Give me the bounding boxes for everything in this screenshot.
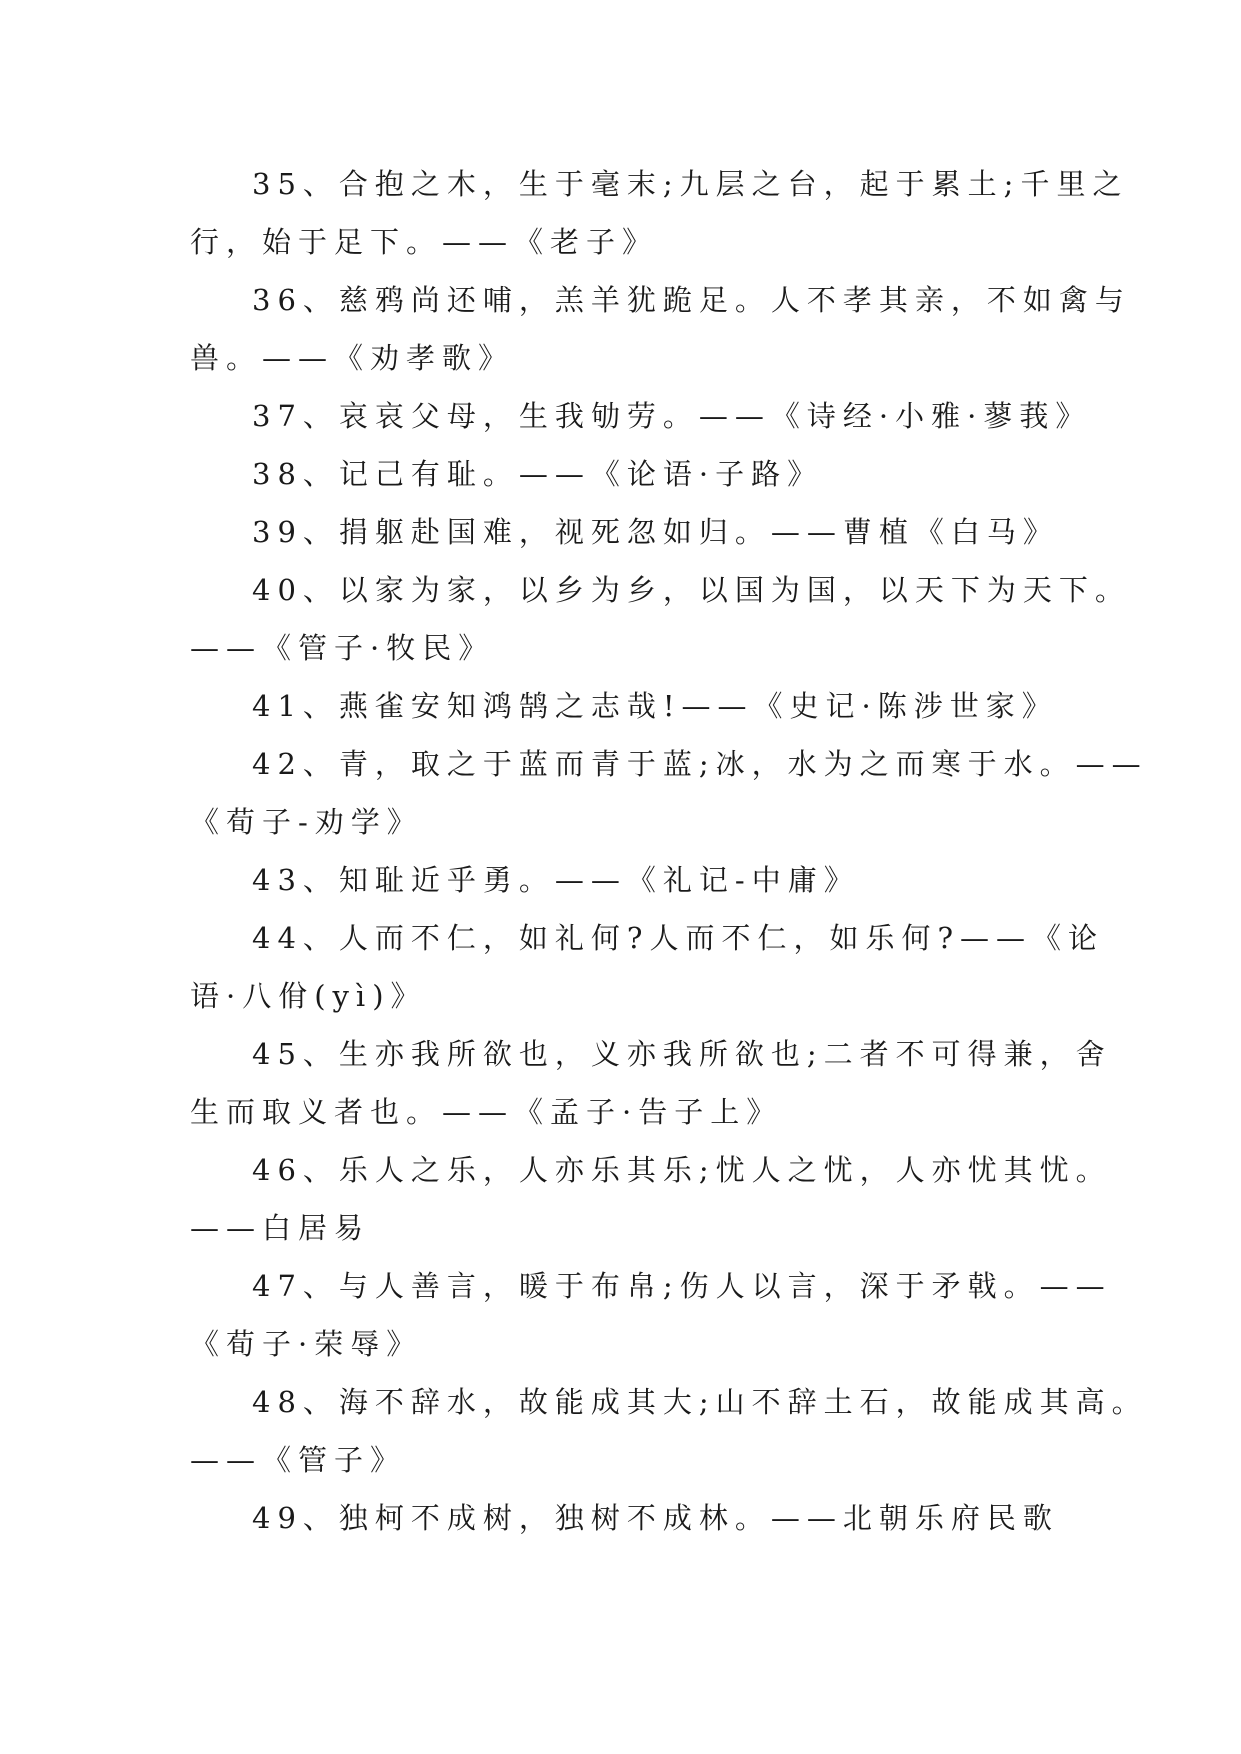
quote-45-line-2: 生而取义者也。——《孟子·告子上》 <box>190 1095 783 1129</box>
quote-48-line-2: ——《管子》 <box>190 1443 407 1477</box>
quote-40-line-1: 40、以家为家，以乡为乡，以国为国，以天下为天下。 <box>252 573 1131 607</box>
quote-43: 43、知耻近乎勇。——《礼记-中庸》 <box>252 863 860 897</box>
quote-38: 38、记己有耻。——《论语·子路》 <box>252 457 824 491</box>
quote-49: 49、独柯不成树，独树不成林。——北朝乐府民歌 <box>252 1501 1059 1535</box>
quote-35-line-2: 行，始于足下。——《老子》 <box>190 225 659 259</box>
quote-37: 37、哀哀父母，生我劬劳。——《诗经·小雅·蓼莪》 <box>252 399 1092 433</box>
quote-41: 41、燕雀安知鸿鹄之志哉!——《史记·陈涉世家》 <box>252 689 1058 723</box>
quote-47-line-2: 《荀子·荣辱》 <box>190 1327 423 1361</box>
quote-36-line-2: 兽。——《劝孝歌》 <box>190 341 515 375</box>
quote-36-line-1: 36、慈鸦尚还哺，羔羊犹跪足。人不孝其亲，不如禽与 <box>252 283 1131 317</box>
quote-48-line-1: 48、海不辞水，故能成其大;山不辞土石，故能成其高。 <box>252 1385 1148 1419</box>
quote-47-line-1: 47、与人善言，暖于布帛;伤人以言，深于矛戟。—— <box>252 1269 1112 1303</box>
quote-40-line-2: ——《管子·牧民》 <box>190 631 495 665</box>
quote-42-line-1: 42、青，取之于蓝而青于蓝;冰，水为之而寒于水。—— <box>252 747 1148 781</box>
quote-39: 39、捐躯赴国难，视死忽如归。——曹植《白马》 <box>252 515 1059 549</box>
quote-44-line-1: 44、人而不仁，如礼何?人而不仁，如乐何?——《论 <box>252 921 1104 955</box>
quote-45-line-1: 45、生亦我所欲也，义亦我所欲也;二者不可得兼，舍 <box>252 1037 1112 1071</box>
quote-list <box>190 155 1148 1547</box>
quote-46-line-2: ——白居易 <box>190 1211 371 1245</box>
quote-35-line-1: 35、合抱之木，生于毫末;九层之台，起于累土;千里之 <box>252 167 1129 201</box>
quote-46-line-1: 46、乐人之乐，人亦乐其乐;忧人之忧，人亦忧其忧。 <box>252 1153 1112 1187</box>
quote-44-line-2: 语·八佾(yì)》 <box>190 979 427 1013</box>
quote-42-line-2: 《荀子-劝学》 <box>190 805 423 839</box>
